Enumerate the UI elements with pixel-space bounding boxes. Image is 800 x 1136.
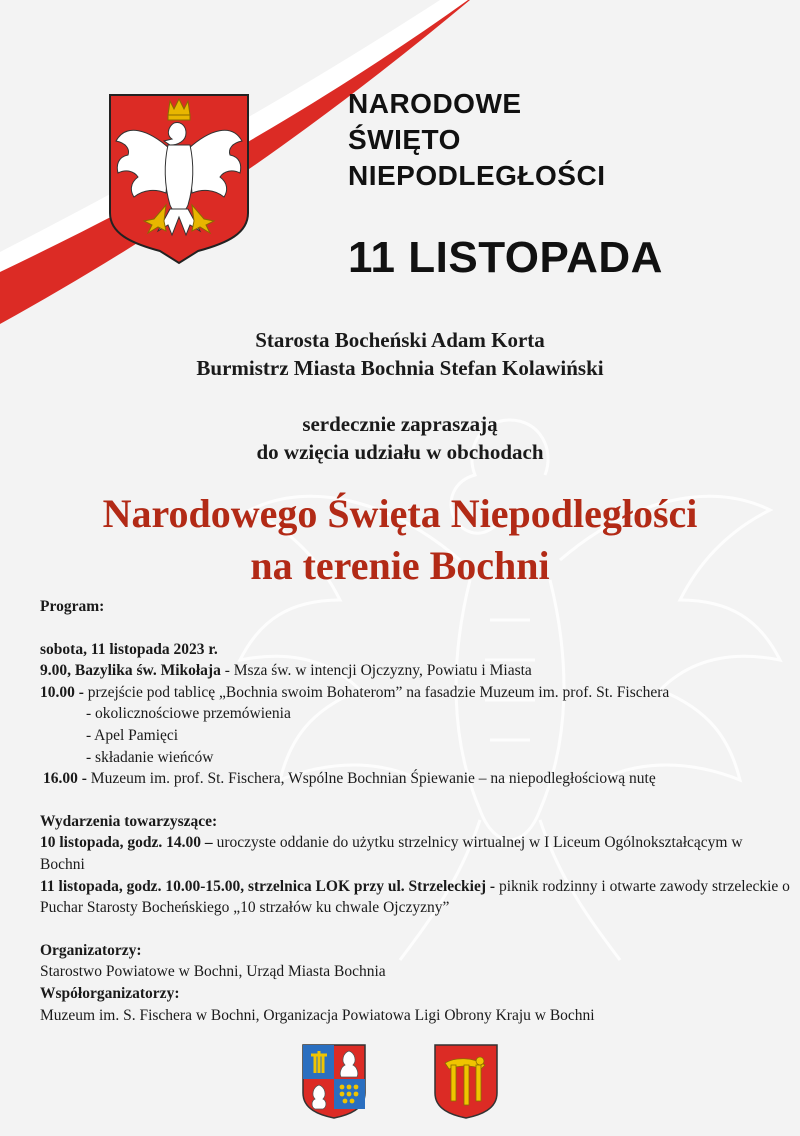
events-heading: Wydarzenia towarzyszące:	[40, 812, 218, 830]
co-organizers-heading: Współorganizatorzy:	[40, 984, 180, 1002]
host-starosta: Starosta Bocheński Adam Korta	[255, 328, 545, 352]
invite-line-1: serdecznie zapraszają	[302, 412, 498, 436]
item-time-place: 10.00 -	[40, 683, 84, 701]
host-burmistrz: Burmistrz Miasta Bochnia Stefan Kolawiński	[196, 356, 604, 380]
event-description: uroczyste oddanie do użytku strzelnicy wirtualnej w I Liceum Ogólnokształcącym w Bochni	[40, 834, 743, 873]
program-sub-item: - składanie wieńców	[86, 748, 214, 766]
event-when: 11 listopada, godz. 10.00-15.00, strzelnica LOK przy ul. Strzeleckiej -	[40, 877, 496, 895]
event-description: piknik rodzinny i otwarte zawody strzeleckie o Puchar Starosty Bocheńskiego „10 strzałów ku chwale Ojczyzny”	[40, 877, 790, 917]
program-sub-item: - Apel Pamięci	[86, 726, 179, 744]
invitation-text	[0, 410, 800, 466]
item-time-place: 16.00 -	[43, 770, 87, 788]
program-item	[40, 682, 790, 704]
main-title-line-2: na terenie Bochni	[250, 543, 550, 588]
heading-line-3: NIEPODLEGŁOŚCI	[348, 160, 606, 191]
program-item	[40, 768, 790, 790]
event-name-heading	[348, 86, 605, 194]
item-description: - Msza św. w intencji Ojczyzny, Powiatu i Miasta	[220, 662, 532, 680]
invite-line-2: do wzięcia udziału w obchodach	[256, 440, 544, 464]
polish-eagle-emblem	[108, 93, 250, 265]
event-date-heading: 11 LISTOPADA	[348, 233, 663, 282]
program-day: sobota, 11 listopada 2023 r.	[40, 640, 218, 658]
bochnia-county-crest-icon	[301, 1043, 367, 1119]
bochnia-town-crest-icon	[433, 1043, 499, 1119]
item-time-place: 9.00, Bazylika św. Mikołaja	[40, 662, 221, 680]
heading-line-2: ŚWIĘTO	[348, 124, 461, 155]
heading-line-1: NARODOWE	[348, 88, 522, 119]
co-organizers-text: Muzeum im. S. Fischera w Bochni, Organizacja Powiatowa Ligi Obrony Kraju w Bochni	[40, 1006, 595, 1024]
program-sub-item: - okolicznościowe przemówienia	[86, 705, 291, 723]
program-item	[40, 660, 790, 682]
event-item	[40, 876, 790, 919]
item-description: Muzeum im. prof. St. Fischera, Wspólne Bochnian Śpiewanie – na niepodległościową nutę	[86, 770, 656, 788]
main-title	[0, 488, 800, 592]
main-title-line-1: Narodowego Święta Niepodległości	[102, 491, 698, 536]
event-when: 10 listopada, godz. 14.00 –	[40, 834, 213, 852]
program-section	[40, 596, 790, 1026]
item-description: przejście pod tablicę „Bochnia swoim Bohaterom” na fasadzie Muzeum im. prof. St. Fischera	[83, 683, 670, 701]
program-heading: Program:	[40, 598, 105, 615]
hosts-block	[0, 326, 800, 382]
event-item	[40, 832, 790, 875]
organizers-heading: Organizatorzy:	[40, 941, 142, 959]
organizers-text: Starostwo Powiatowe w Bochni, Urząd Miasta Bochnia	[40, 963, 386, 981]
